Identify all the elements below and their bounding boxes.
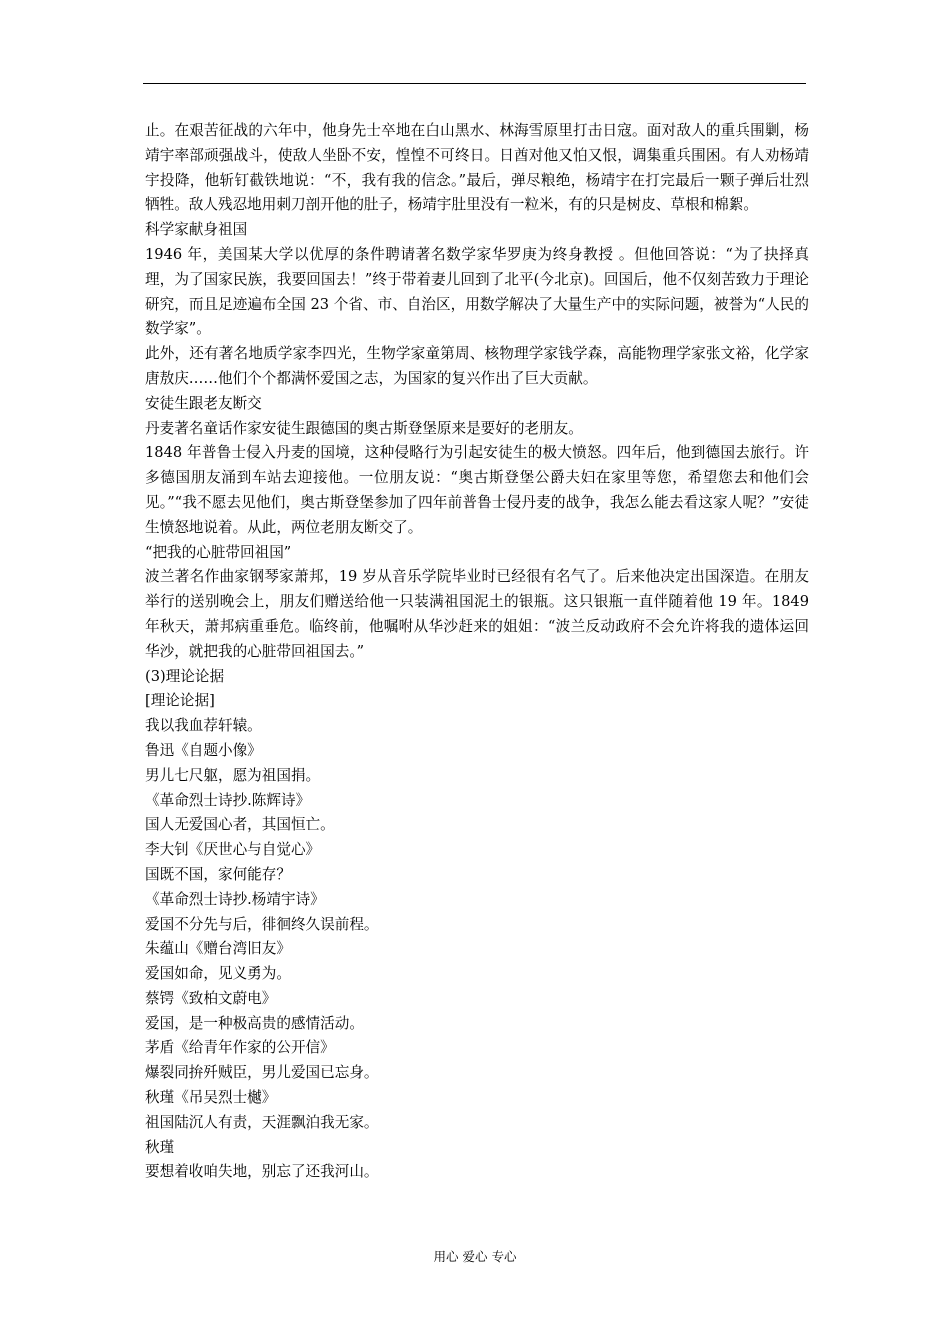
quote-line: 爱国，是一种极高贵的感情活动。 <box>145 1014 364 1032</box>
quote-line: 爆裂同拚歼贼臣，男儿爱国已忘身。 <box>145 1064 379 1082</box>
quote-line: 爱国不分先与后，徘徊终久误前程。 <box>145 915 379 933</box>
header-rule <box>143 83 806 84</box>
quote-line: 祖国陆沉人有责，天涯飘泊我无家。 <box>145 1113 379 1131</box>
quote-line: 国既不国，家何能存？ <box>145 865 291 883</box>
paragraph: 丹麦著名童话作家安徒生跟德国的奥古斯登堡原来是要好的老朋友。 <box>145 419 583 437</box>
section-heading: 科学家献身祖国 <box>145 221 248 239</box>
section-heading: 安徒生跟老友断交 <box>145 394 262 412</box>
quote-source: 茅盾《给青年作家的公开信》 <box>145 1039 335 1057</box>
quote-source: 鲁迅《自题小像》 <box>145 741 262 759</box>
quote-source: 《革命烈士诗抄.陈辉诗》 <box>145 791 311 809</box>
quote-line: 要想着收咱失地，别忘了还我河山。 <box>145 1163 379 1181</box>
section-heading: (3)理论论据 <box>145 667 225 685</box>
document-body <box>145 119 809 1185</box>
paragraph: 止。在艰苦征战的六年中，他身先士卒地在白山黑水、林海雪原里打击日寇。面对敌人的重兵围剿，杨靖宇率部顽强战斗，使敌人坐卧不安，惶惶不可终日。日酋对他又怕又恨，调集重兵围困。有人劝杨靖宇投降，他斩钉截铁地说：“不，我有我的信念。”最后，弹尽粮绝，杨靖宇在打完最后一颗子弹后壮烈牺牲。敌人残忍地用刺刀剖开他的肚子，杨靖宇肚里没有一粒米，有的只是树皮、草根和棉絮。 <box>145 122 809 214</box>
quote-line: 爱国如命，见义勇为。 <box>145 965 291 983</box>
paragraph: 此外，还有著名地质学家李四光，生物学家童第周、核物理学家钱学森，高能物理学家张文裕，化学家唐敖庆……他们个个都满怀爱国之志，为国家的复兴作出了巨大贡献。 <box>145 345 809 387</box>
quote-line: 国人无爱国心者，其国恒亡。 <box>145 816 335 834</box>
paragraph: 1848 年普鲁士侵入丹麦的国境，这种侵略行为引起安徒生的极大愤怒。四年后，他到德国去旅行。许多德国朋友涌到车站去迎接他。一位朋友说：“奥古斯登堡公爵夫妇在家里等您，希望您去和他们会见。”“我不愿去见他们，奥古斯登堡参加了四年前普鲁士侵丹麦的战争，我怎么能去看这家人呢？”安徒生愤怒地说着。从此，两位老朋友断交了。 <box>145 444 809 536</box>
quote-line: 男儿七尺躯，愿为祖国捐。 <box>145 766 321 784</box>
quote-source: 秋瑾 <box>145 1138 175 1156</box>
quote-source: 李大钊《厌世心与自觉心》 <box>145 841 321 859</box>
quote-source: 朱蕴山《赠台湾旧友》 <box>145 940 291 958</box>
page-footer: 用心 爱心 专心 <box>433 1249 517 1264</box>
section-heading: “把我的心脏带回祖国” <box>145 543 292 561</box>
quote-line: 我以我血荐轩辕。 <box>145 717 262 735</box>
paragraph: 1946 年，美国某大学以优厚的条件聘请著名数学家华罗庚为终身教授 。但他回答说：“为了抉择真理，为了国家民族，我要回国去！”终于带着妻儿回到了北平(今北京)。回国后，他不仅刻苦致力于理论研究，而且足迹遍布全国 23 个省、市、自治区，用数学解决了大量生产中的实际问题，被誉为“人民的数学家”。 <box>145 245 809 338</box>
quote-source: 蔡锷《致柏文蔚电》 <box>145 989 277 1007</box>
quote-source: 《革命烈士诗抄.杨靖宇诗》 <box>145 890 325 908</box>
section-heading: [理论论据] <box>145 692 215 710</box>
paragraph: 波兰著名作曲家钢琴家萧邦，19 岁从音乐学院毕业时已经很有名气了。后来他决定出国深造。在朋友举行的送别晚会上，朋友们赠送给他一只装满祖国泥土的银瓶。这只银瓶一直伴随着他 19 年。1849 年秋天，萧邦病重垂危。临终前，他嘱咐从华沙赶来的姐姐：“波兰反动政府不会允许将我的遗体运回华沙，就把我的心脏带回祖国去。” <box>145 568 809 660</box>
quote-source: 秋瑾《吊吴烈士樾》 <box>145 1089 277 1107</box>
